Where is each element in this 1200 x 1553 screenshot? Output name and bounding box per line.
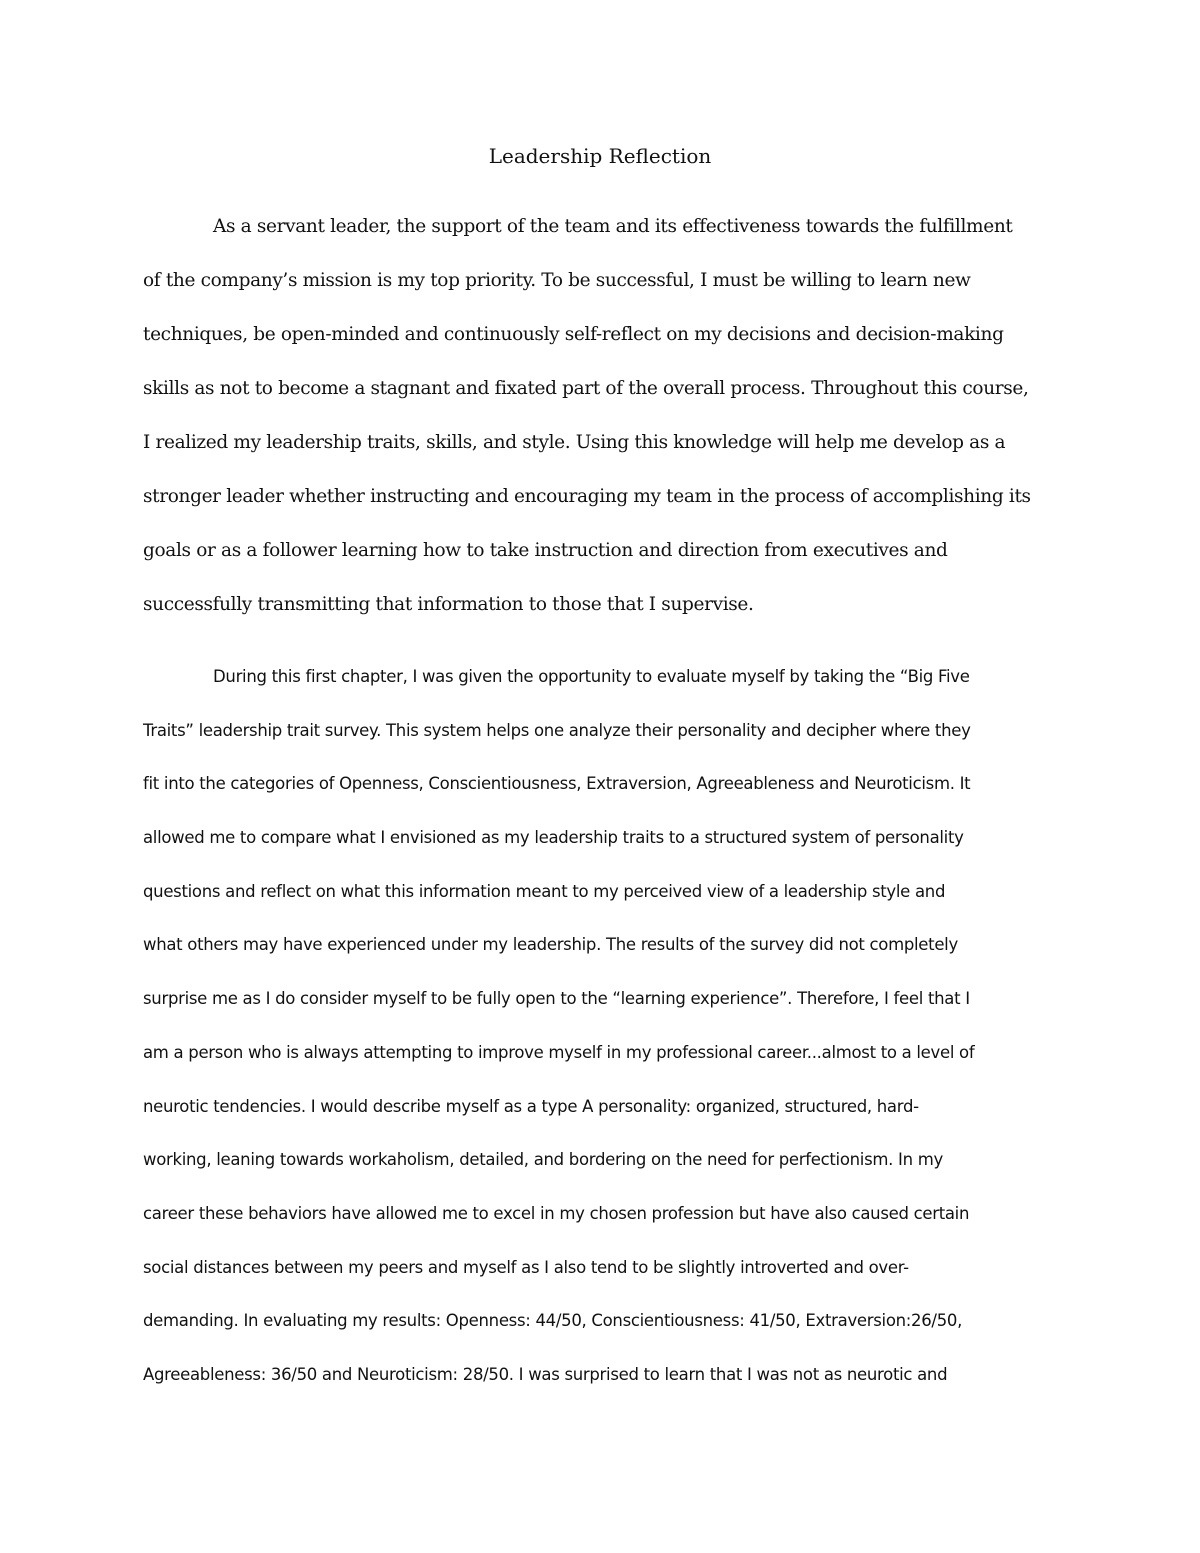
text-line: As a servant leader, the support of the team and its effectiveness towards the fulfillment (213, 216, 1013, 237)
text-line: social distances between my peers and myself as I also tend to be slightly introverted and over- (143, 1257, 909, 1277)
text-line: working, leaning towards workaholism, detailed, and bordering on the need for perfectionism. In my (143, 1150, 943, 1170)
text-line: demanding. In evaluating my results: Openness: 44/50, Conscientiousness: 41/50, Extraversion:26/50, (143, 1311, 963, 1331)
document-title: Leadership Reflection (488, 144, 712, 168)
text-line: successfully transmitting that information to those that I supervise. (143, 594, 754, 615)
text-line: neurotic tendencies. I would describe myself as a type A personality: organized, structured, hard- (143, 1096, 919, 1116)
text-line: stronger leader whether instructing and encouraging my team in the process of accomplishing its (143, 486, 1031, 507)
text-line: fit into the categories of Openness, Conscientiousness, Extraversion, Agreeableness and Neuroticism. It (143, 774, 971, 794)
paragraph-big-five-traits (143, 656, 1059, 1408)
text-line: skills as not to become a stagnant and fixated part of the overall process. Throughout this course, (143, 378, 1029, 399)
text-line: During this first chapter, I was given the opportunity to evaluate myself by taking the “Big Five (213, 667, 970, 686)
text-line: am a person who is always attempting to improve myself in my professional career...almost to a level of (143, 1042, 975, 1062)
text-line: goals or as a follower learning how to take instruction and direction from executives and (143, 540, 948, 561)
text-line: I realized my leadership traits, skills, and style. Using this knowledge will help me develop as a (143, 432, 1006, 453)
text-line: what others may have experienced under my leadership. The results of the survey did not completely (143, 935, 958, 955)
text-line: techniques, be open-minded and continuously self-reflect on my decisions and decision-making (143, 324, 1004, 345)
text-line: questions and reflect on what this information meant to my perceived view of a leadership style and (143, 881, 946, 901)
text-line: of the company’s mission is my top priority. To be successful, I must be willing to learn new (143, 270, 971, 291)
text-line: Traits” leadership trait survey. This system helps one analyze their personality and decipher where they (143, 720, 971, 740)
text-line: surprise me as I do consider myself to be fully open to the “learning experience”. Therefore, I feel that I (143, 989, 970, 1009)
text-line: allowed me to compare what I envisioned as my leadership traits to a structured system of personality (143, 828, 964, 848)
text-line: career these behaviors have allowed me to excel in my chosen profession but have also caused certain (143, 1203, 970, 1223)
text-line: Agreeableness: 36/50 and Neuroticism: 28/50. I was surprised to learn that I was not as neurotic and (143, 1364, 948, 1384)
paragraph-servant-leader (143, 206, 1059, 638)
